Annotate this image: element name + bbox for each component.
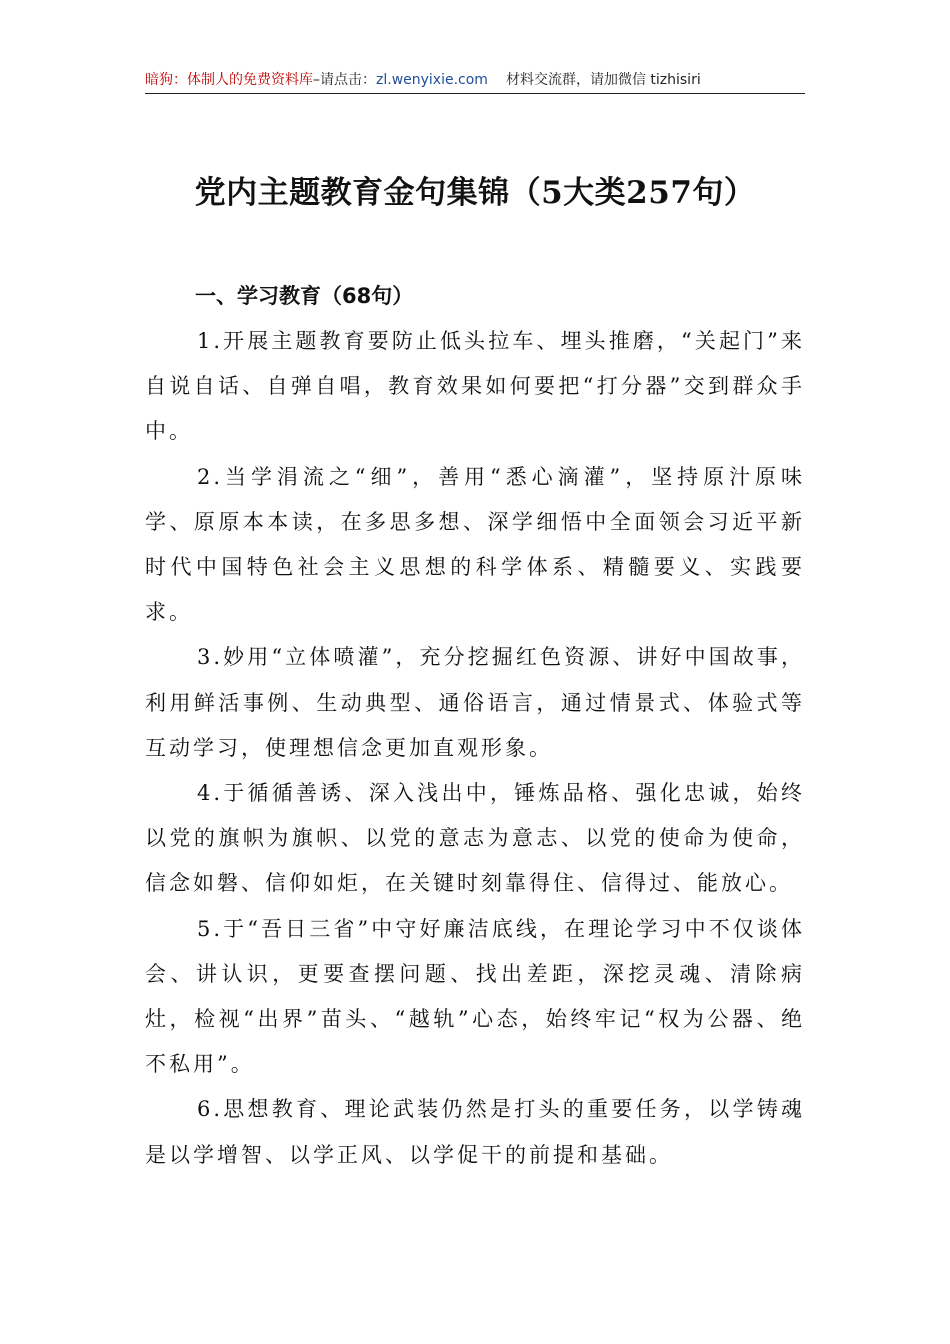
section-heading: 一、学习教育（68句）	[195, 284, 414, 308]
paragraph-4: 4.于循循善诱、深入浅出中，锤炼品格、强化忠诚，始终以党的旗帜为旗帜、以党的意志为意志、以党的使命为使命，信念如磐、信仰如炬，在关键时刻靠得住、信得过、能放心。	[145, 781, 805, 896]
page-header	[145, 68, 805, 92]
header-click-prompt: –请点击：	[313, 72, 376, 88]
header-link[interactable]: zl.wenyixie.com	[376, 72, 488, 88]
header-contact-text: 材料交流群，请加微信 tizhisiri	[505, 72, 701, 88]
paragraph-6: 6.思想教育、理论武装仍然是打头的重要任务，以学铸魂是以学增智、以学正风、以学促干的前提和基础。	[145, 1097, 805, 1167]
document-title: 党内主题教育金句集锦（5大类257句）	[194, 175, 756, 211]
paragraph-5: 5.于“吾日三省”中守好廉洁底线，在理论学习中不仅谈体会、讲认识，更要查摆问题、找出差距，深挖灵魂、清除病灶，检视“出界”苗头、“越轨”心态，始终牢记“权为公器、绝不私用”。	[145, 916, 805, 1077]
header-brand-text: 暗狗：体制人的免费资料库	[145, 72, 313, 88]
paragraph-1: 1.开展主题教育要防止低头拉车、埋头推磨，“关起门”来自说自话、自弹自唱，教育效果如何要把“打分器”交到群众手中。	[145, 329, 805, 444]
document-body	[145, 319, 805, 1178]
paragraph-3: 3.妙用“立体喷灌”，充分挖掘红色资源、讲好中国故事，利用鲜活事例、生动典型、通俗语言，通过情景式、体验式等互动学习，使理想信念更加直观形象。	[145, 645, 805, 760]
paragraph-2: 2.当学涓流之“细”，善用“悉心滴灌”，坚持原汁原味学、原原本本读，在多思多想、深学细悟中全面领会习近平新时代中国特色社会主义思想的科学体系、精髓要义、实践要求。	[145, 464, 805, 625]
header-divider	[145, 93, 805, 94]
